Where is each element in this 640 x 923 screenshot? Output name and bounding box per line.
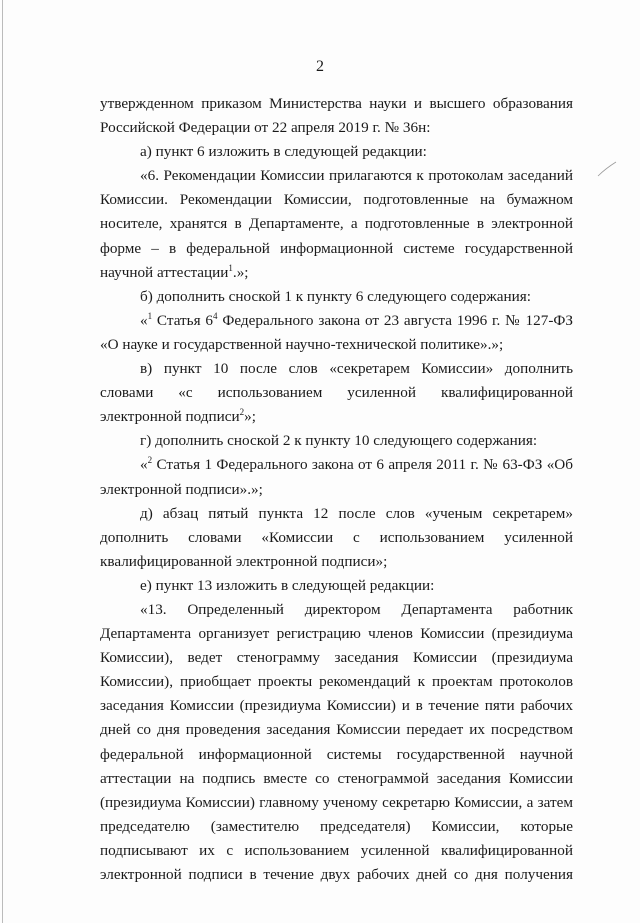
paragraph-text: «13. Определенный директором Департамента работник Департамента организует регистрацию членов Комиссии (президиума Комиссии), ведет стенограмму заседания Комиссии (президиума Комиссии), приобщает проекты рекомендаций к проектам протоколов заседания Комиссии (президиума Комиссии) и в течение пяти рабочих дней со дня проведения заседания Комиссии передает их посредством федеральной информационной системы государственной научной аттестации на подпись вместе со стенограммой заседания Комиссии (президиума Комиссии) главному ученому секретарю Комиссии, а затем председателю (заместителю председателя) Комиссии, которые подписывают их с использованием усиленной квалифицированной электронной подписи в течение двух рабочих дней со дня получения — [100, 600, 573, 883]
paragraph-item-v — [100, 357, 573, 429]
paragraph-text: г) дополнить сноской 2 к пункту 10 следующего содержания: — [140, 432, 538, 450]
footnote-marker: 1 — [147, 310, 153, 321]
paragraph-item-d — [100, 502, 573, 574]
footnote-marker: 2 — [147, 455, 153, 466]
paragraph-text: Статья 1 Федерального закона от 6 апреля 2011 г. № 63-ФЗ «Об электронной подписи».»; — [100, 456, 573, 498]
paragraph-text: Федерального закона от 23 августа 1996 г. № 127-ФЗ «О науке и государственной научно-технической политике».»; — [100, 311, 573, 353]
paragraph-item-e — [100, 574, 573, 598]
paragraph-text: .»; — [232, 263, 249, 281]
paragraph-text: в) пункт 10 после слов «секретарем Комиссии» дополнить словами «с использованием усиленной квалифицированной электронной подписи — [100, 360, 573, 426]
pen-mark-icon — [596, 160, 618, 178]
paragraph-text: д) абзац пятый пункта 12 после слов «ученым секретарем» дополнить словами «Комиссии с использованием усиленной квалифицированной электронной подписи»; — [100, 504, 573, 570]
paragraph-order-reference — [100, 92, 573, 140]
paragraph-item-g — [100, 429, 573, 453]
paragraph-clause-13 — [100, 598, 573, 887]
paragraph-item-a — [100, 140, 573, 164]
paragraph-text: « — [140, 456, 148, 474]
paragraph-text: утвержденном приказом Министерства науки и высшего образования Российской Федерации от 22 апреля 2019 г. № 36н: — [100, 95, 573, 137]
paragraph-text: « — [140, 311, 148, 329]
footnote-marker: 2 — [239, 407, 245, 418]
page-number: 2 — [316, 58, 324, 75]
article-superscript: 4 — [213, 310, 218, 321]
paragraph-text: «6. Рекомендации Комиссии прилагаются к протоколам заседаний Комиссии. Рекомендации Комиссии, подготовленные на бумажном носителе, хранятся в Департаменте, а подготовленные в электронной форме – в федеральной информационной системе государственной научной аттестации — [100, 167, 573, 281]
paragraph-text: »; — [244, 408, 256, 426]
paragraph-text: б) дополнить сноской 1 к пункту 6 следующего содержания: — [140, 287, 531, 305]
paragraph-footnote-2 — [100, 453, 573, 501]
paragraph-text: а) пункт 6 изложить в следующей редакции: — [140, 143, 427, 161]
document-body — [100, 92, 573, 887]
paragraph-item-b — [100, 285, 573, 309]
paragraph-text: е) пункт 13 изложить в следующей редакции: — [140, 576, 435, 594]
footnote-marker: 1 — [228, 262, 233, 273]
paragraph-footnote-1 — [100, 309, 573, 357]
paragraph-text: Статья 6 — [152, 311, 214, 329]
paragraph-clause-6 — [100, 164, 573, 284]
scan-edge-left — [2, 0, 3, 923]
